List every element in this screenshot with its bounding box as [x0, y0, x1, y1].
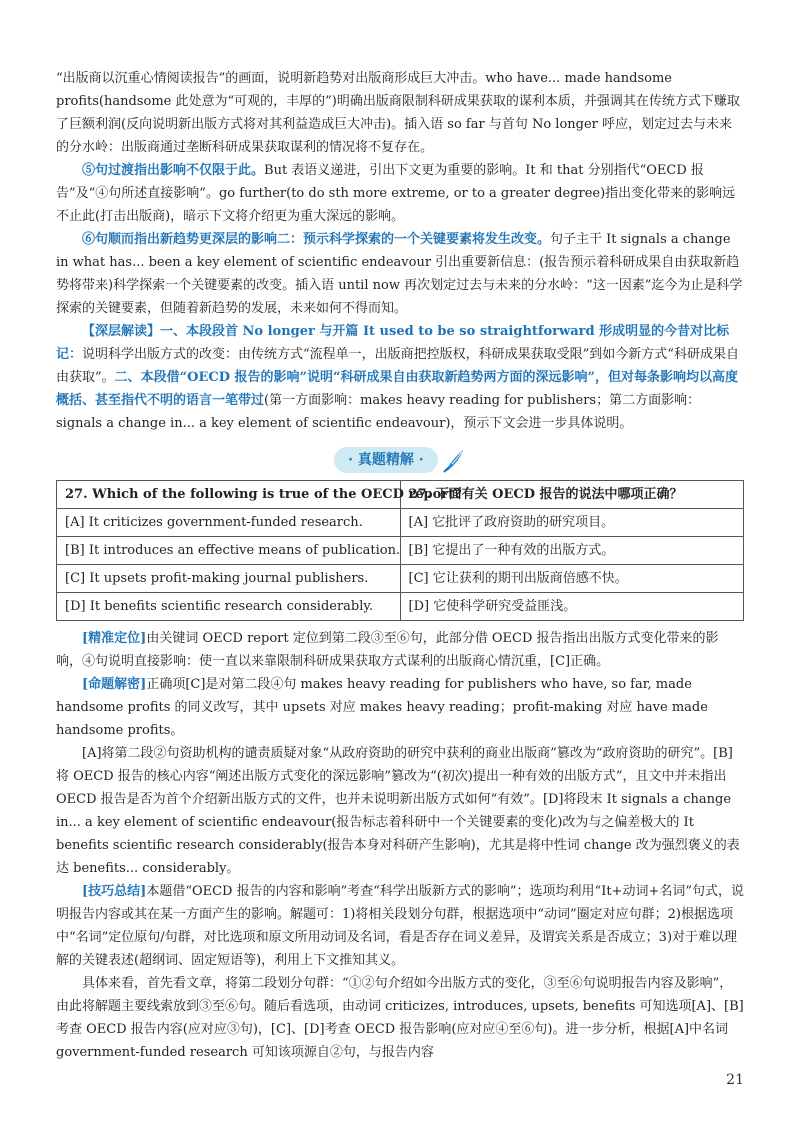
paragraph-precise-location — [56, 627, 744, 673]
table-row — [57, 537, 744, 565]
paragraph-skill-summary — [56, 880, 744, 972]
question-analysis-text: 正确项[C]是对第二段④句 makes heavy reading for publishers who have, so far, made handsome profits 的同义改写，其中 upsets 对应 makes heavy reading；profit-making 对应 have made handsome profits。 — [56, 677, 708, 738]
paragraph-question-analysis — [56, 673, 744, 742]
pen-nib-icon — [442, 453, 466, 468]
deep-reading-point-2: 二、本段借“OECD 报告的影响”说明“科研成果自由获取新趋势两方面的深远影响”，但对每条影响均以高度概括、甚至指代不明的语言一笔带过 — [56, 370, 738, 408]
p3-label: ⑥句顺而指出新趋势更深层的影响二：预示科学探索的一个关键要素将发生改变。 — [82, 232, 551, 247]
paragraph-deep-reading — [56, 320, 744, 435]
question-analysis-tag: [命题解密] — [82, 677, 147, 692]
paragraph-1: “出版商以沉重心情阅读报告”的画面，说明新趋势对出版商形成巨大冲击。who have... made handsome profits(handsome 此处意为“可观的，丰厚的”)明确出版商限制科研成果获取的谋利本质，并强调其在传统方式下赚取了巨额利润(反向说明新出版方式将对其利益造成巨大冲击)。插入语 so far 与首句 No longer 呼应，划定过去与未来的分水岭：出版商通过垄断科研成果获取谋利的情况将不复存在。 — [56, 71, 740, 155]
option-a-en: [A] It criticizes government-funded research. — [57, 509, 401, 537]
option-c-cn: [C] 它让获利的期刊出版商倍感不快。 — [400, 565, 744, 593]
option-b-cn: [B] 它提出了一种有效的出版方式。 — [400, 537, 744, 565]
p3-text: 句子主干 It signals a change in what has... been a key element of scientific endeavour 引出重要新信息：(报告预示着科研成果自由获取新趋势将带来)科学探索一个关键要素的改变。插入语 until now 再次划定过去与未来的分水岭：“这一因素”迄今为止是科学探索的关键要素，但随着新趋势的发展，未来如何不得而知。 — [56, 232, 743, 316]
option-b-en: [B] It introduces an effective means of publication. — [57, 537, 401, 565]
paragraph-2 — [56, 159, 744, 228]
skill-summary-text: 本题借“OECD 报告的内容和影响”考查“科学出版新方式的影响”；选项均利用“It+动词+名词”句式，说明报告内容或其在某一方面产生的影响。解题可：1)将相关段划分句群，根据选项中“动词”圈定对应句群；2)根据选项中“名词”定位原句/句群，对比选项和原文所用动词及名词，看是否存在词义差异，及谓宾关系是否成立；3)对于难以理解的关键表述(超纲词、固定短语等)，利用上下文推知其义。 — [56, 884, 744, 968]
option-a-cn: [A] 它批评了政府资助的研究项目。 — [400, 509, 744, 537]
skill-summary-tag: [技巧总结] — [82, 884, 147, 899]
p2-text: But 表语义递进，引出下文更为重要的影响。It 和 that 分别指代“OECD 报告”及“④句所述直接影响”。go further(to do sth more extreme, or to a greater degree)指出变化带来的影响远不止此(打击出版商)，暗示下文将介绍更为重大深远的影响。 — [56, 163, 736, 224]
table-header-row — [57, 481, 744, 509]
deep-reading-point-1: 一、本段段首 No longer 与开篇 It used to be so straightforward 形成明显的今昔对比标记 — [56, 324, 730, 362]
table-row — [57, 565, 744, 593]
question-en: 27. Which of the following is true of the OECD report? — [57, 481, 401, 509]
option-d-cn: [D] 它使科学研究受益匪浅。 — [400, 593, 744, 621]
question-table — [56, 480, 744, 621]
deep-reading-tag: 【深层解读】 — [82, 324, 161, 339]
option-c-en: [C] It upsets profit-making journal publishers. — [57, 565, 401, 593]
section-banner — [56, 447, 744, 473]
banner-title: · 真题精解 · — [334, 447, 438, 473]
page-number: 21 — [726, 1072, 744, 1088]
paragraph-distractors: [A]将第二段②句资助机构的谴责质疑对象“从政府资助的研究中获利的商业出版商”篡改为“政府资助的研究”。[B]将 OECD 报告的核心内容“阐述出版方式变化的深远影响”篡改为“(初次)提出一种有效的出版方式”，且文中并未指出 OECD 报告是否为首个介绍新出版方式的文件，也并未说明新出版方式如何“有效”。[D]将段末 It signals a change in... a key element of scientific endeavour(报告标志着科研中一个关键要素的变化)改为与之偏差极大的 It benefits scientific research considerably(报告本身对科研产生影响)，尤其是将中性词 change 改为强烈褒义的表达 benefits... considerably。 — [56, 746, 740, 876]
deep-reading-text-2: (第一方面影响：makes heavy reading for publishers；第二方面影响：signals a change in... a key element of scientific endeavour)，预示下文会进一步具体说明。 — [56, 393, 701, 431]
table-row — [57, 509, 744, 537]
paragraph-3 — [56, 228, 744, 320]
question-cn: 27. 下面有关 OECD 报告的说法中哪项正确？ — [400, 481, 744, 509]
option-d-en: [D] It benefits scientific research considerably. — [57, 593, 401, 621]
precise-location-tag: [精准定位] — [82, 631, 147, 646]
table-row — [57, 593, 744, 621]
paragraph-details: 具体来看，首先看文章，将第二段划分句群：“①②句介绍如今出版方式的变化，③至⑥句说明报告内容及影响”，由此将解题主要线索放到③至⑥句。随后看选项，由动词 criticizes, introduces, upsets, benefits 可知选项[A]、[B]考查 OECD 报告内容(应对应③句)，[C]、[D]考查 OECD 报告影响(应对应④至⑥句)。进一步分析，根据[A]中名词 government-funded research 可知该项源自②句，与报告内容 — [56, 976, 744, 1060]
p2-label: ⑤句过渡指出影响不仅限于此。 — [82, 163, 265, 178]
precise-location-text: 由关键词 OECD report 定位到第二段③至⑥句，此部分借 OECD 报告指出出版方式变化带来的影响，④句说明直接影响：使一直以来靠限制科研成果获取方式谋利的出版商心情沉重，[C]正确。 — [56, 631, 719, 669]
deep-reading-text-1: ：说明科学出版方式的改变：由传统方式“流程单一，出版商把控版权，科研成果获取受限”到如今新方式“科研成果自由获取”。 — [56, 347, 739, 385]
